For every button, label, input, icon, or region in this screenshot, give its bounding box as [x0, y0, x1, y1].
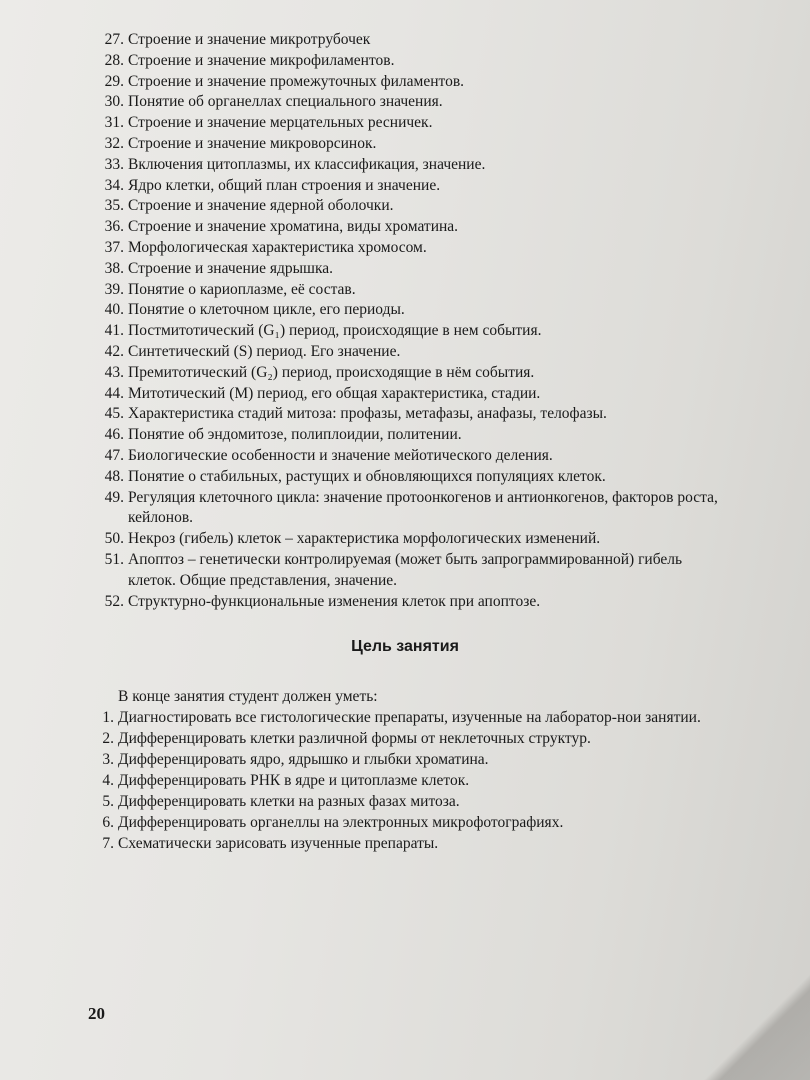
question-text: Понятие об органеллах специального значения.	[128, 93, 443, 111]
question-number: 44.	[104, 384, 124, 402]
question-item	[80, 176, 720, 197]
question-number: 52.	[104, 592, 124, 610]
question-text: Строение и значение хроматина, виды хроматина.	[128, 218, 459, 236]
question-number: 50.	[104, 530, 124, 548]
question-item	[80, 113, 720, 134]
goal-number: 4.	[102, 772, 114, 789]
question-item	[80, 384, 720, 405]
question-number: 45.	[104, 405, 124, 423]
question-item	[80, 342, 720, 363]
question-number: 46.	[104, 426, 124, 444]
question-number: 35.	[104, 197, 124, 215]
goal-item	[80, 812, 730, 833]
question-number: 28.	[104, 51, 124, 69]
goal-item	[80, 728, 730, 749]
question-text: Структурно-функциональные изменения клеток при апоптозе.	[128, 592, 541, 610]
question-text: Строение и значение микротрубочек	[128, 31, 371, 48]
question-item	[80, 196, 720, 217]
question-text: Строение и значение микрофиламентов.	[128, 51, 395, 69]
question-item	[80, 425, 720, 446]
question-item	[80, 280, 720, 301]
question-text: Постмитотический (G₁) период, происходящие в нем события.	[128, 322, 542, 340]
goal-number: 3.	[102, 751, 114, 768]
question-number: 37.	[104, 238, 124, 256]
question-text: Биологические особенности и значение мейотического деления.	[128, 446, 553, 464]
question-item	[80, 488, 720, 530]
question-number: 30.	[104, 93, 124, 111]
question-text: Премитотический (G₂) период, происходящие в нём события.	[128, 363, 535, 381]
question-number: 48.	[104, 467, 124, 485]
goal-item	[80, 791, 730, 812]
question-number: 34.	[104, 176, 124, 194]
question-item	[80, 30, 720, 51]
question-text: Понятие об эндомитозе, полиплоидии, политении.	[128, 426, 462, 444]
question-item	[80, 72, 720, 93]
question-number: 42.	[104, 342, 124, 360]
goal-text: Диагностировать все гистологические препараты, изученные на лаборатор-нои занятии.	[118, 709, 701, 726]
question-item	[80, 404, 720, 425]
question-item	[80, 321, 720, 342]
question-text: Понятие о клеточном цикле, его периоды.	[128, 301, 405, 319]
question-item	[80, 238, 720, 259]
question-list	[80, 30, 720, 612]
section-title: Цель занятия	[351, 638, 459, 655]
goal-text: Дифференцировать РНК в ядре и цитоплазме клеток.	[118, 772, 470, 789]
question-item	[80, 300, 720, 321]
question-number: 49.	[104, 488, 124, 506]
question-item	[80, 155, 720, 176]
question-item	[80, 363, 720, 384]
question-text: Понятие о кариоплазме, её состав.	[128, 280, 356, 298]
question-number: 29.	[104, 72, 124, 90]
goal-item	[80, 833, 730, 854]
question-text: Строение и значение мерцательных ресничек.	[128, 114, 433, 132]
question-text: Строение и значение ядрышка.	[128, 259, 334, 277]
question-number: 27.	[104, 31, 124, 48]
question-number: 33.	[104, 155, 124, 173]
question-text: Синтетический (S) период. Его значение.	[128, 342, 401, 360]
question-item	[80, 529, 720, 550]
question-number: 31.	[104, 114, 124, 132]
question-number: 38.	[104, 259, 124, 277]
question-text: Митотический (М) период, его общая характеристика, стадии.	[128, 384, 541, 402]
goal-text: Дифференцировать клетки на разных фазах митоза.	[118, 793, 460, 810]
question-number: 32.	[104, 134, 124, 152]
page-fold-shadow	[690, 950, 810, 1080]
question-text: Включения цитоплазмы, их классификация, значение.	[128, 155, 486, 173]
question-text: Регуляция клеточного цикла: значение протоонкогенов и антионкогенов, факторов роста, кейлонов.	[128, 488, 718, 527]
goals-section	[80, 686, 730, 854]
goal-text: Дифференцировать клетки различной формы от неклеточных структур.	[118, 730, 591, 747]
question-text: Апоптоз – генетически контролируемая (может быть запрограммированной) гибель клеток. Общие представления, значение.	[128, 550, 683, 589]
question-number: 47.	[104, 446, 124, 464]
goal-text: Дифференцировать органеллы на электронных микрофотографиях.	[118, 814, 564, 831]
question-text: Характеристика стадий митоза: профазы, метафазы, анафазы, телофазы.	[128, 405, 607, 423]
question-text: Ядро клетки, общий план строения и значение.	[128, 176, 441, 194]
goal-text: Дифференцировать ядро, ядрышко и глыбки хроматина.	[118, 751, 489, 768]
question-text: Строение и значение ядерной оболочки.	[128, 197, 394, 215]
question-item	[80, 51, 720, 72]
question-number: 36.	[104, 218, 124, 236]
question-number: 40.	[104, 301, 124, 319]
goal-item	[80, 707, 730, 728]
page-number: 20	[88, 1004, 105, 1023]
question-item	[80, 92, 720, 113]
question-text: Строение и значение промежуточных филаментов.	[128, 72, 465, 90]
goal-item	[80, 749, 730, 770]
goals-list	[80, 707, 730, 854]
question-text: Морфологическая характеристика хромосом.	[128, 238, 427, 256]
question-item	[80, 446, 720, 467]
question-number: 41.	[104, 322, 124, 340]
question-number: 39.	[104, 280, 124, 298]
question-text: Строение и значение микроворсинок.	[128, 134, 377, 152]
goal-item	[80, 770, 730, 791]
question-item	[80, 550, 720, 592]
goal-text: Схематически зарисовать изученные препараты.	[118, 835, 439, 852]
goal-number: 7.	[102, 835, 114, 852]
question-item	[80, 592, 720, 613]
question-item	[80, 134, 720, 155]
question-text: Понятие о стабильных, растущих и обновляющихся популяциях клеток.	[128, 467, 606, 485]
question-item	[80, 259, 720, 280]
question-number: 51.	[104, 550, 124, 568]
question-item	[80, 217, 720, 238]
question-number: 43.	[104, 363, 124, 381]
goal-number: 6.	[102, 814, 114, 831]
question-item	[80, 467, 720, 488]
goal-number: 1.	[102, 709, 114, 726]
question-text: Некроз (гибель) клеток – характеристика морфологических изменений.	[128, 530, 601, 548]
goal-number: 2.	[102, 730, 114, 747]
goal-number: 5.	[102, 793, 114, 810]
goals-intro: В конце занятия студент должен уметь:	[118, 688, 378, 705]
